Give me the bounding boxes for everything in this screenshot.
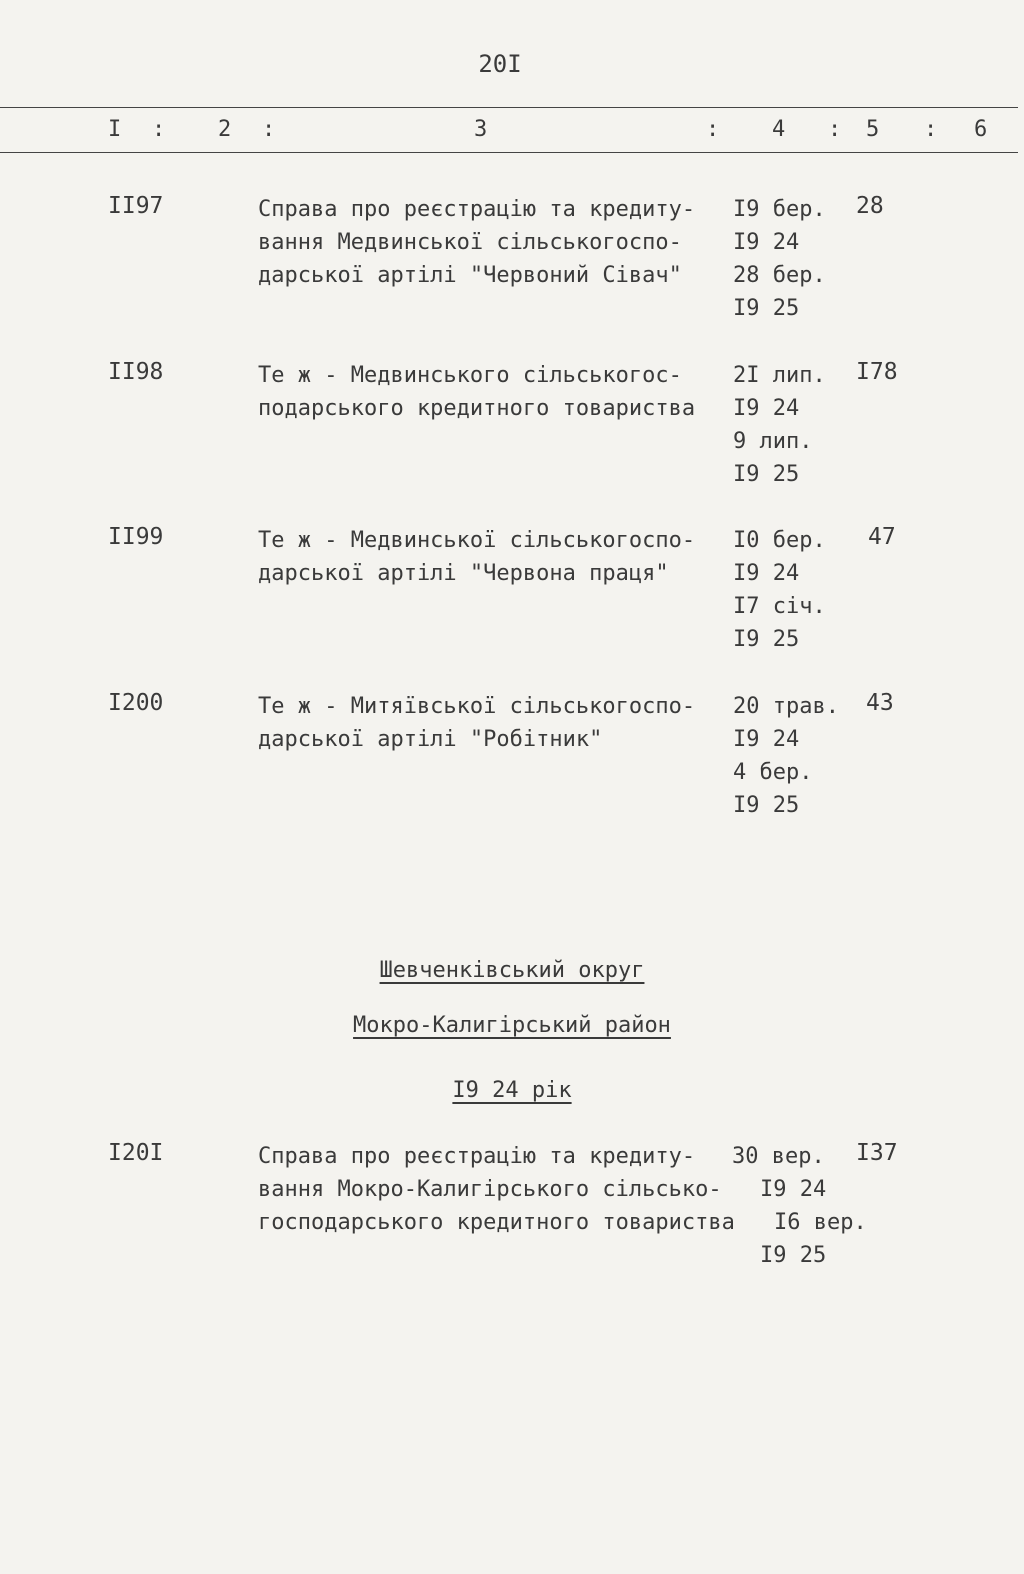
date-line: 2I лип.	[733, 363, 826, 388]
description-line: дарської артілі "Робітник"	[258, 727, 603, 752]
date-line: I0 бер.	[733, 528, 826, 553]
description-line: Справа про реєстрацію та кредиту-	[258, 197, 696, 222]
district-title: Шевченківський округ	[379, 958, 645, 983]
section-year-heading	[0, 1078, 1024, 1103]
column-header-1: I	[108, 117, 122, 142]
entry-dates	[733, 524, 826, 656]
description-line: дарської артілі "Червона праця"	[258, 561, 669, 586]
header-bottom-rule	[0, 152, 1018, 153]
date-line: 30 вер.	[732, 1144, 825, 1169]
column-separator: :	[152, 117, 166, 142]
sheet-count: 43	[866, 690, 894, 716]
entry-number: II99	[108, 524, 164, 550]
description-line: вання Мокро-Калигірського сільсько-	[258, 1177, 722, 1202]
description-line: Те ж - Медвинської сільськогоспо-	[258, 528, 696, 553]
column-header-6: 6	[974, 117, 988, 142]
date-line: I9 25	[733, 793, 800, 818]
date-line: I9 25	[733, 627, 800, 652]
entry-description	[258, 359, 728, 425]
date-line: 4 бер.	[733, 760, 813, 785]
year-title: I9 24 рік	[452, 1078, 572, 1103]
date-line: I9 25	[760, 1243, 827, 1268]
column-header-5: 5	[866, 117, 880, 142]
description-line: подарського кредитного товариства	[258, 396, 696, 421]
description-line: господарського кредитного товариства	[258, 1210, 735, 1235]
page-number: 20I	[478, 50, 522, 78]
entry-number: I20I	[108, 1140, 164, 1166]
date-line: I6 вер.	[774, 1210, 867, 1235]
entry-dates	[733, 359, 826, 491]
date-line: I9 25	[733, 462, 800, 487]
entry-dates	[732, 1140, 867, 1272]
section-district-heading	[0, 958, 1024, 983]
date-line: I9 25	[733, 296, 800, 321]
entry-dates	[733, 193, 826, 325]
date-line: 20 трав.	[733, 694, 839, 719]
column-separator: :	[828, 117, 842, 142]
date-line: I9 24	[733, 727, 800, 752]
description-line: вання Медвинської сільськогоспо-	[258, 230, 682, 255]
sheet-count: I37	[856, 1140, 898, 1166]
entry-description	[258, 1140, 758, 1239]
entry-dates	[733, 690, 839, 822]
description-line: Справа про реєстрацію та кредиту-	[258, 1144, 696, 1169]
date-line: I9 24	[733, 396, 800, 421]
entry-number: II98	[108, 359, 164, 385]
sheet-count: I78	[856, 359, 898, 385]
description-line: дарської артілі "Червоний Сівач"	[258, 263, 682, 288]
column-header-2: 2	[218, 117, 232, 142]
column-header-4: 4	[772, 117, 786, 142]
date-line: 9 лип.	[733, 429, 813, 454]
description-line: Те ж - Медвинського сільськогос-	[258, 363, 682, 388]
column-separator: :	[262, 117, 276, 142]
sheet-count: 28	[856, 193, 884, 219]
column-separator: :	[706, 117, 720, 142]
section-subdistrict-heading	[0, 1013, 1024, 1038]
entry-description	[258, 193, 728, 292]
entry-number: I200	[108, 690, 164, 716]
column-header-3: 3	[474, 117, 488, 142]
column-separator: :	[924, 117, 938, 142]
sheet-count: 47	[868, 524, 896, 550]
description-line: Те ж - Митяївської сільськогоспо-	[258, 694, 696, 719]
date-line: 28 бер.	[733, 263, 826, 288]
entry-number: II97	[108, 193, 164, 219]
header-top-rule	[0, 107, 1018, 108]
date-line: I9 24	[733, 561, 800, 586]
date-line: I9 24	[733, 230, 800, 255]
subdistrict-title: Мокро-Калигірський район	[353, 1013, 671, 1038]
date-line: I9 24	[760, 1177, 827, 1202]
entry-description	[258, 524, 728, 590]
date-line: I7 січ.	[733, 594, 826, 619]
entry-description	[258, 690, 728, 756]
date-line: I9 бер.	[733, 197, 826, 222]
